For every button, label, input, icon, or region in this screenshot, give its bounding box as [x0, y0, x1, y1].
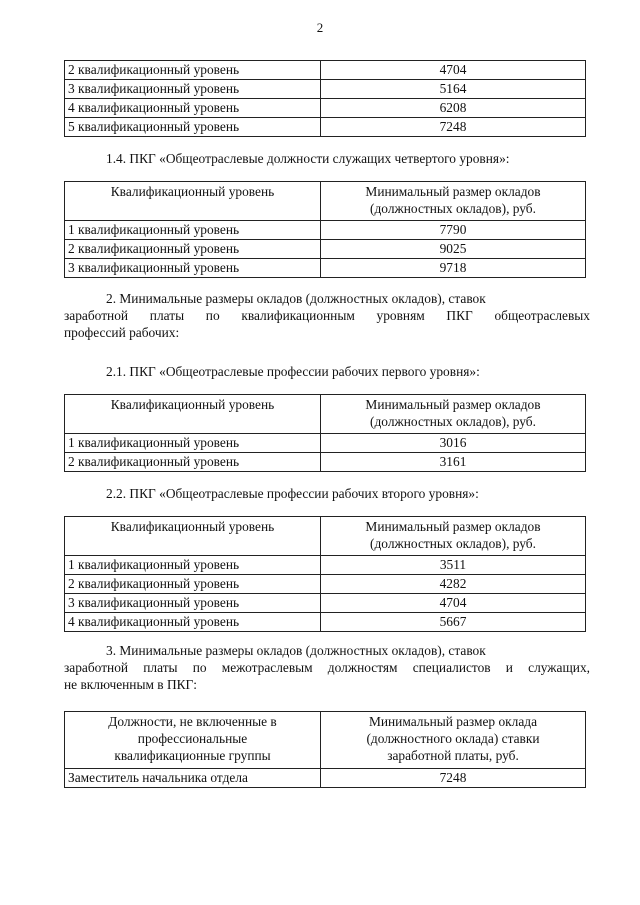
paragraph-3-line-3: не включенным в ПКГ: — [64, 677, 198, 692]
level-cell: 1 квалификационный уровень — [65, 434, 321, 453]
level-cell: 2 квалификационный уровень — [65, 575, 321, 594]
top-continuation-table — [64, 60, 586, 137]
table-header-row — [65, 395, 586, 434]
table-row — [65, 594, 586, 613]
section-2-1-heading: 2.1. ПКГ «Общеотраслевые профессии рабочих первого уровня»: — [106, 364, 480, 379]
level-cell: 1 квалификационный уровень — [65, 556, 321, 575]
salary-cell: 7248 — [321, 769, 586, 788]
paragraph-3-line-1: 3. Минимальные размеры окладов (должностных окладов), ставок — [106, 643, 486, 658]
paragraph-3 — [64, 642, 590, 693]
paragraph-2-line-1: 2. Минимальные размеры окладов (должностных окладов), ставок — [106, 291, 486, 306]
paragraph-2-line-3: профессий рабочих: — [64, 325, 180, 340]
header-level: Квалификационный уровень — [65, 517, 321, 556]
level-cell: 3 квалификационный уровень — [65, 594, 321, 613]
salary-cell: 3511 — [321, 556, 586, 575]
salary-cell: 4704 — [321, 594, 586, 613]
table-header-row — [65, 182, 586, 221]
level-cell: 3 квалификационный уровень — [65, 259, 321, 278]
table-row — [65, 453, 586, 472]
table-row — [65, 240, 586, 259]
level-cell: 4 квалификационный уровень — [65, 613, 321, 632]
salary-cell: 9718 — [321, 259, 586, 278]
paragraph-2 — [64, 290, 590, 341]
section-1-4-table — [64, 181, 586, 278]
table-header-row — [65, 517, 586, 556]
salary-cell: 4282 — [321, 575, 586, 594]
table-row — [65, 556, 586, 575]
table-row — [65, 613, 586, 632]
position-cell: Заместитель начальника отдела — [65, 769, 321, 788]
header-position: Должности, не включенные в профессиональные квалификационные группы — [65, 712, 321, 769]
table-row — [65, 118, 586, 137]
table-row — [65, 434, 586, 453]
header-salary: Минимальный размер окладов (должностных окладов), руб. — [321, 182, 586, 221]
salary-cell: 4704 — [321, 61, 586, 80]
salary-cell: 5667 — [321, 613, 586, 632]
salary-cell: 3016 — [321, 434, 586, 453]
table-row — [65, 221, 586, 240]
level-cell: 2 квалификационный уровень — [65, 240, 321, 259]
header-salary: Минимальный размер окладов (должностных окладов), руб. — [321, 395, 586, 434]
section-2-2-table — [64, 516, 586, 632]
paragraph-3-line-2: заработной платы по межотраслевым должностям специалистов и служащих, — [64, 660, 590, 675]
salary-cell: 5164 — [321, 80, 586, 99]
header-salary: Минимальный размер оклада (должностного оклада) ставки заработной платы, руб. — [321, 712, 586, 769]
table-header-row — [65, 712, 586, 769]
table-row — [65, 259, 586, 278]
header-salary: Минимальный размер окладов (должностных окладов), руб. — [321, 517, 586, 556]
section-1-4-heading: 1.4. ПКГ «Общеотраслевые должности служащих четвертого уровня»: — [106, 151, 510, 166]
table-row — [65, 61, 586, 80]
page-number: 2 — [316, 20, 324, 35]
header-level: Квалификационный уровень — [65, 182, 321, 221]
paragraph-2-line-2: заработной платы по квалификационным уровням ПКГ общеотраслевых — [64, 308, 590, 323]
table-row — [65, 80, 586, 99]
salary-cell: 7248 — [321, 118, 586, 137]
table-row — [65, 575, 586, 594]
salary-cell: 7790 — [321, 221, 586, 240]
level-cell: 1 квалификационный уровень — [65, 221, 321, 240]
table-row — [65, 769, 586, 788]
level-cell: 2 квалификационный уровень — [65, 453, 321, 472]
header-level: Квалификационный уровень — [65, 395, 321, 434]
salary-cell: 6208 — [321, 99, 586, 118]
level-cell: 5 квалификационный уровень — [65, 118, 321, 137]
level-cell: 3 квалификационный уровень — [65, 80, 321, 99]
level-cell: 2 квалификационный уровень — [65, 61, 321, 80]
level-cell: 4 квалификационный уровень — [65, 99, 321, 118]
salary-cell: 3161 — [321, 453, 586, 472]
section-2-2-heading: 2.2. ПКГ «Общеотраслевые профессии рабочих второго уровня»: — [106, 486, 479, 501]
salary-cell: 9025 — [321, 240, 586, 259]
section-3-table — [64, 711, 586, 788]
section-2-1-table — [64, 394, 586, 472]
table-row — [65, 99, 586, 118]
